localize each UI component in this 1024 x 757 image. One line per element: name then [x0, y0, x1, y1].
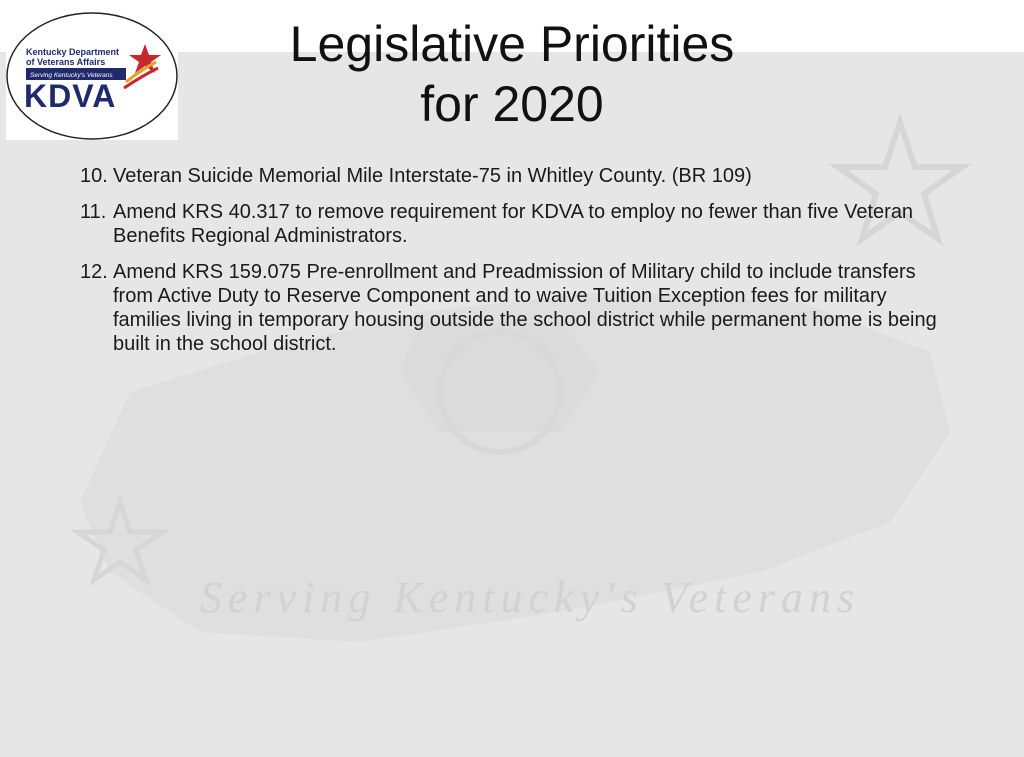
list-item — [80, 260, 960, 356]
kentucky-map-watermark-icon — [0, 52, 1024, 757]
page-title — [200, 14, 824, 134]
list-item-number: 11. — [80, 201, 107, 223]
list-item — [80, 164, 960, 188]
list-item-text: Amend KRS 159.075 Pre-enrollment and Preadmission of Military child to include transfers from Active Duty to Reserve Component and to waive Tuition Exception fees for military families living in temporary housing outside the school district while permanent home is being built in the school district. — [113, 261, 937, 355]
list-item-text: Amend KRS 40.317 to remove requirement for KDVA to employ no fewer than five Veteran Benefits Regional Administrators. — [113, 201, 914, 247]
title-line-2: for 2020 — [420, 76, 604, 132]
logo-org-line1: Kentucky Department — [26, 47, 120, 57]
logo-acronym: KDVA — [24, 78, 117, 114]
list-item — [80, 200, 960, 248]
kdva-logo — [6, 12, 178, 140]
list-item-number: 10. — [80, 165, 108, 187]
priority-list — [80, 164, 960, 368]
title-line-1: Legislative Priorities — [289, 16, 735, 72]
watermark-tagline: Serving Kentucky's Veterans — [200, 573, 861, 622]
logo-tagline: Serving Kentucky's Veterans — [30, 72, 113, 79]
list-item-text: Veteran Suicide Memorial Mile Interstate-75 in Whitley County. (BR 109) — [113, 165, 752, 187]
logo-org-line2: of Veterans Affairs — [26, 57, 106, 67]
list-item-number: 12. — [80, 261, 108, 283]
